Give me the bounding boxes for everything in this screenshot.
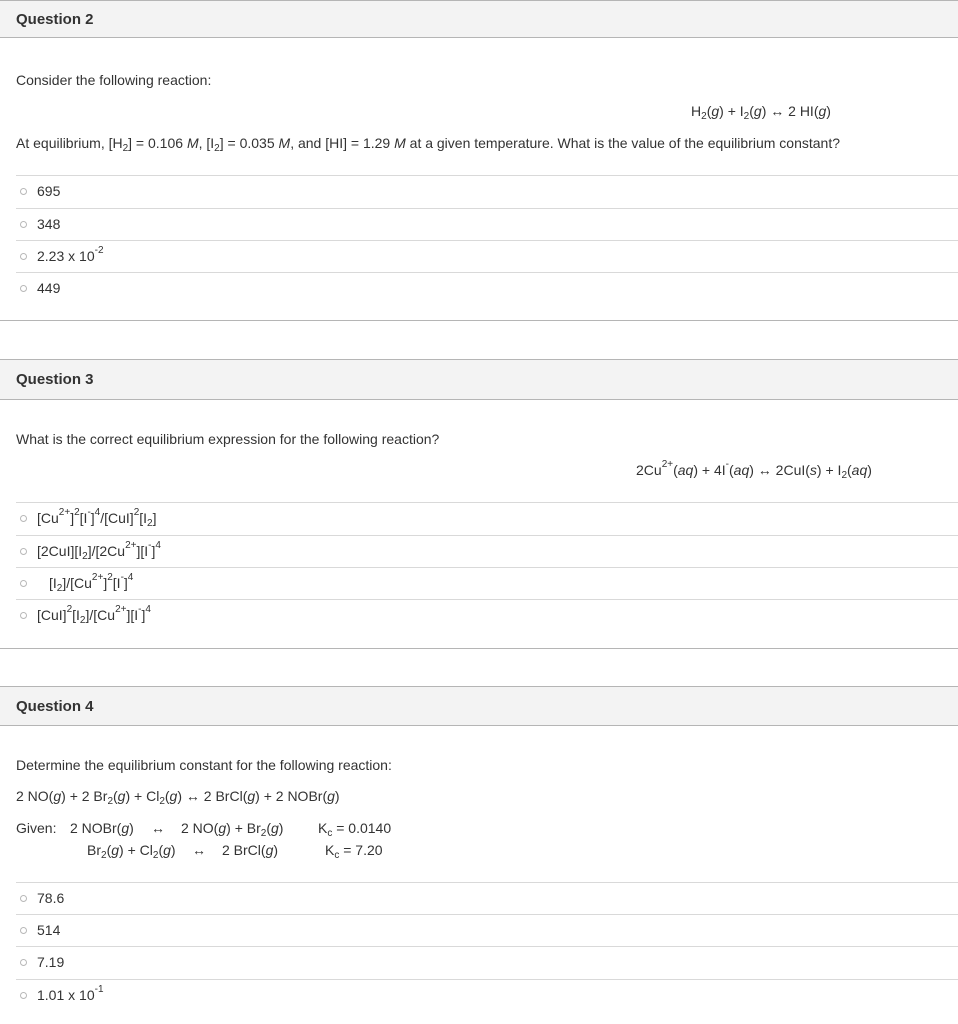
radio-button[interactable] bbox=[20, 285, 27, 292]
q4-option-1[interactable]: 78.6 bbox=[16, 883, 958, 915]
q2-option-3[interactable]: 2.23 x $10^{-2}$ bbox=[16, 241, 958, 273]
q3-option-1[interactable]: $[Cu^{2+}]^2[I^-]^4/[CuI]^2[I_2]$ bbox=[16, 503, 958, 535]
question-4-title: Question 4 bbox=[16, 698, 94, 715]
radio-button[interactable] bbox=[20, 612, 27, 619]
q4-intro: Determine the equilibrium constant for the following reaction: bbox=[16, 757, 392, 773]
q4-given-eq2-left: $Br_2(g) + Cl_2(g)$ bbox=[87, 842, 176, 861]
question-2-title: Question 2 bbox=[16, 11, 94, 28]
radio-button[interactable] bbox=[20, 580, 27, 587]
q4-given-eq1-left: 2 NOBr(g) bbox=[70, 820, 134, 836]
radio-button[interactable] bbox=[20, 515, 27, 522]
q4-option-4[interactable]: 1.01 x $10^{-1}$ bbox=[16, 980, 958, 1012]
radio-button[interactable] bbox=[20, 992, 27, 999]
question-3-title: Question 3 bbox=[16, 371, 94, 388]
q3-option-4[interactable]: $[CuI]^2[I_2]/[Cu^{2+}][I^-]^4$ bbox=[16, 600, 958, 632]
q4-given-eq1-right: 2 $NO(g) + Br_2(g)$ bbox=[181, 820, 284, 839]
q2-reaction: $H_2(g) + I_2(g)$ ↔ 2 HI(g) bbox=[691, 103, 831, 122]
question-2-header bbox=[0, 0, 958, 38]
radio-button[interactable] bbox=[20, 253, 27, 260]
radio-button[interactable] bbox=[20, 959, 27, 966]
q4-given-eq1-arrow: ↔ bbox=[151, 820, 165, 836]
q4-option-2[interactable]: 514 bbox=[16, 915, 958, 947]
radio-button[interactable] bbox=[20, 895, 27, 902]
q4-given-k2: $K_c = 7.20$ bbox=[325, 842, 383, 861]
q2-intro: Consider the following reaction: bbox=[16, 72, 212, 88]
radio-button[interactable] bbox=[20, 221, 27, 228]
q3-option-2[interactable]: $[2CuI][I_2]/[2Cu^{2+}][I^-]^4$ bbox=[16, 536, 958, 568]
q2-option-4[interactable]: 449 bbox=[16, 273, 958, 305]
q3-option-3[interactable]: $[I_2]/[Cu^{2+}]^2[I^-]^4$ bbox=[16, 568, 958, 600]
q3-intro: What is the correct equilibrium expression for the following reaction? bbox=[16, 431, 440, 447]
q4-reaction: 2 NO(g) + 2 $Br_2(g) + Cl_2(g)$ ↔ 2 BrCl(g) + 2 NOBr(g) bbox=[16, 788, 340, 807]
radio-button[interactable] bbox=[20, 548, 27, 555]
question-4-header bbox=[0, 686, 958, 726]
q4-given-eq2-arrow: ↔ bbox=[192, 842, 206, 858]
q4-given-k1: $K_c = 0.0140$ bbox=[318, 820, 392, 839]
question-3-header bbox=[0, 359, 958, 400]
q3-reaction: $2Cu^{2+}(aq) + 4I^-(aq)$ ↔ $2CuI(s) + I_2(aq)$ bbox=[636, 459, 872, 481]
q2-option-2[interactable]: 348 bbox=[16, 209, 958, 241]
q2-prompt: At equilibrium, $[H_2] = 0.106$ M, $[I_2] = 0.035$ M, and [HI] = 1.29 M at a given temperature. What is the value of the equilibrium constant? bbox=[16, 135, 841, 154]
q4-given-label: Given: bbox=[16, 820, 57, 836]
q2-option-1[interactable]: 695 bbox=[16, 176, 958, 208]
radio-button[interactable] bbox=[20, 927, 27, 934]
radio-button[interactable] bbox=[20, 188, 27, 195]
q4-given-eq2-right: 2 BrCl(g) bbox=[222, 842, 279, 858]
q4-option-3[interactable]: 7.19 bbox=[16, 947, 958, 979]
